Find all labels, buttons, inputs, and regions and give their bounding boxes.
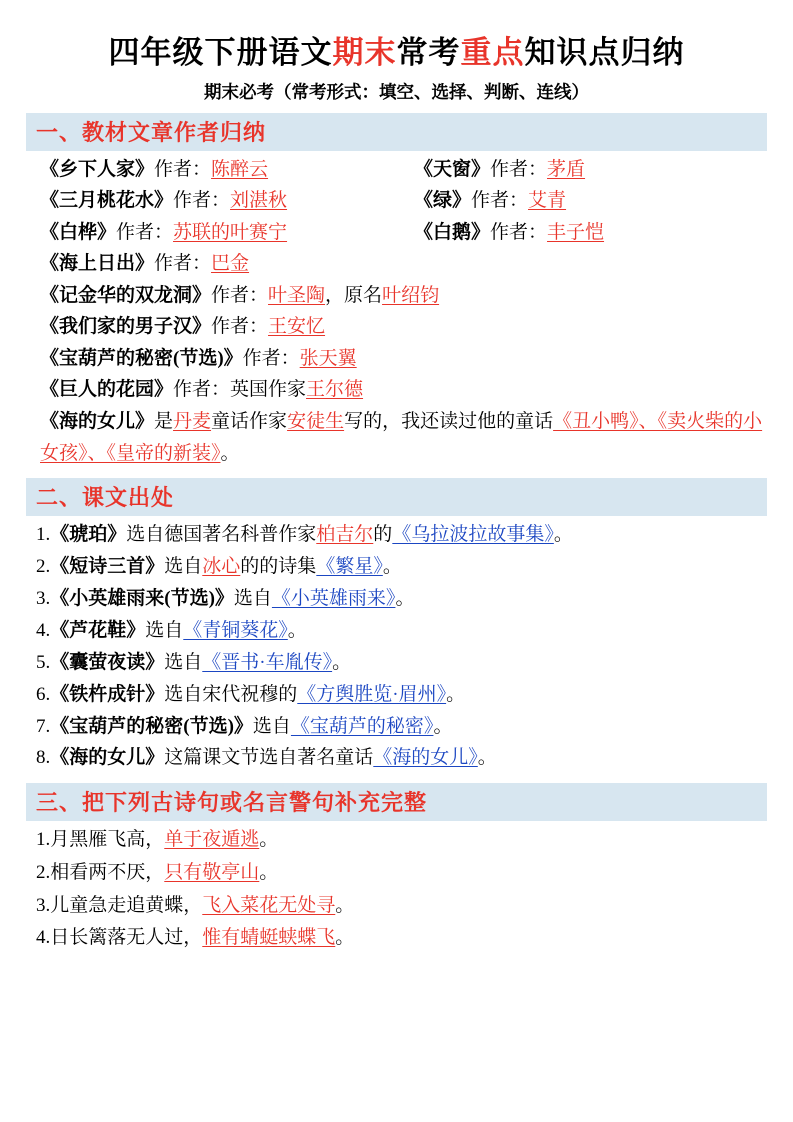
author-name: 苏联的叶赛宁	[173, 221, 288, 243]
item-text: 选自	[145, 619, 184, 641]
author-name: 柏吉尔	[316, 524, 374, 546]
title-part-5: 知识点归纳	[524, 35, 685, 70]
item-number: 4.	[36, 927, 51, 949]
poem-line: 儿童急走追黄蝶，	[50, 894, 203, 916]
item-number: 3.	[36, 894, 51, 916]
item-text: 这篇课文节选自著名童话	[164, 747, 374, 769]
work-title: 《宝葫芦的秘密(节选)》	[50, 715, 253, 737]
item-text: 。	[395, 587, 415, 609]
author-name: 丰子恺	[547, 221, 605, 243]
source-title: 《乌拉波拉故事集》	[392, 524, 554, 546]
author-label: 作者：	[490, 158, 548, 180]
list-item	[26, 583, 767, 615]
author-entry	[394, 217, 767, 249]
author-name: 安徒生	[287, 411, 345, 432]
author-row	[26, 217, 767, 249]
author-label: 作者：	[116, 221, 174, 243]
source-title: 《青铜葵花》	[183, 619, 288, 641]
item-number: 8.	[36, 747, 51, 769]
author-name: 刘湛秋	[230, 190, 288, 212]
work-title: 《白鹅》	[414, 221, 491, 243]
work-title: 《囊萤夜读》	[50, 651, 165, 673]
author-name: 巴金	[211, 253, 250, 275]
work-title: 《天窗》	[414, 158, 491, 180]
author-entry	[26, 154, 394, 186]
item-text: 选自宋代祝穆的	[164, 683, 298, 705]
author-label: 作者：	[211, 284, 269, 306]
list-item	[26, 519, 767, 551]
poem-line: 月黑雁飞高，	[50, 829, 165, 851]
author-label: 作者：	[490, 221, 548, 243]
author-row	[26, 185, 767, 217]
author-name: 张天翼	[299, 347, 357, 369]
title-part-2-highlight: 期末	[332, 35, 397, 70]
work-title: 《海上日出》	[40, 253, 155, 275]
work-title: 《乡下人家》	[40, 158, 155, 180]
poem-answer: 单于夜遁逃	[164, 829, 260, 851]
item-text: 。	[287, 619, 307, 641]
author-entry	[26, 374, 767, 406]
poem-answer: 飞入菜花无处寻	[202, 894, 336, 916]
author-entry	[26, 343, 767, 375]
poem-punct: 。	[335, 927, 355, 949]
section-heading-1: 一、教材文章作者归纳	[26, 113, 767, 151]
author-name: 陈醉云	[211, 158, 269, 180]
item-text: 的	[373, 524, 393, 546]
page-subtitle: 期末必考（常考形式：填空、选择、判断、连线）	[204, 81, 589, 102]
section-heading-2: 二、课文出处	[26, 478, 767, 516]
work-title: 《琥珀》	[50, 524, 127, 546]
paragraph-text: 写的，我还读过他的童话	[344, 411, 554, 432]
author-paragraph	[26, 406, 767, 469]
author-label: 作者：	[211, 316, 269, 338]
work-title: 《三月桃花水》	[40, 190, 174, 212]
author-name: 艾青	[528, 190, 567, 212]
author-entry	[26, 185, 394, 217]
item-text: 。	[382, 555, 402, 577]
item-number: 1.	[36, 829, 51, 851]
item-text: 选自	[252, 715, 291, 737]
work-title: 《宝葫芦的秘密(节选)》	[40, 347, 243, 369]
list-item	[26, 742, 767, 774]
source-title: 《宝葫芦的秘密》	[290, 715, 434, 737]
author-label: 作者：	[154, 158, 212, 180]
item-text: 。	[477, 747, 497, 769]
author-name: 茅盾	[547, 158, 586, 180]
item-number: 1.	[36, 524, 51, 546]
item-number: 6.	[36, 683, 51, 705]
work-title: 《白桦》	[40, 221, 117, 243]
poem-line: 日长篱落无人过，	[50, 927, 203, 949]
title-part-1: 四年级下册语文	[108, 35, 333, 70]
work-title: 《记金华的双龙洞》	[40, 284, 212, 306]
work-title: 《短诗三首》	[50, 555, 165, 577]
poem-punct: 。	[335, 894, 355, 916]
work-title: 《绿》	[414, 190, 472, 212]
section-heading-3: 三、把下列古诗句或名言警句补充完整	[26, 783, 767, 821]
item-text: 。	[433, 715, 453, 737]
author-entry	[26, 217, 394, 249]
list-item	[26, 824, 767, 857]
list-item	[26, 551, 767, 583]
author-entry	[26, 248, 767, 280]
paragraph-text: 童话作家	[211, 411, 288, 432]
list-item	[26, 711, 767, 743]
author-entry	[394, 185, 767, 217]
title-part-4-highlight: 重点	[460, 35, 525, 70]
author-entry	[26, 311, 767, 343]
item-text: 选自	[164, 651, 203, 673]
item-number: 5.	[36, 651, 51, 673]
work-title: 《芦花鞋》	[50, 619, 146, 641]
work-title: 《我们家的男子汉》	[40, 316, 212, 338]
source-title: 《小英雄雨来》	[271, 587, 396, 609]
poem-answer: 只有敬亭山	[164, 861, 260, 883]
poem-punct: 。	[259, 829, 279, 851]
paragraph-text: 。	[220, 442, 240, 464]
item-number: 4.	[36, 619, 51, 641]
item-text: 选自	[233, 587, 272, 609]
source-title: 《海的女儿》	[373, 747, 478, 769]
author-name: 冰心	[202, 555, 241, 577]
author-note: ，原名	[325, 284, 383, 306]
paragraph-text: 是	[154, 411, 174, 432]
author-alt-name: 叶绍钧	[382, 284, 440, 306]
item-text: 。	[332, 651, 352, 673]
author-label: 作者：	[154, 253, 212, 275]
poem-answer: 惟有蜻蜓蛱蝶飞	[202, 927, 336, 949]
item-text: 。	[446, 683, 466, 705]
work-title: 《铁杵成针》	[50, 683, 165, 705]
list-item	[26, 857, 767, 890]
related-works: 《丑小鸭》、《卖火柴的小女孩》、《皇帝的新装》	[40, 411, 763, 464]
list-item	[26, 647, 767, 679]
source-title: 《晋书·车胤传》	[202, 651, 333, 673]
item-text: 选自德国著名科普作家	[126, 524, 317, 546]
work-title: 《海的女儿》	[40, 411, 155, 432]
item-number: 7.	[36, 715, 51, 737]
item-number: 3.	[36, 587, 51, 609]
poem-punct: 。	[259, 861, 279, 883]
author-label: 作者：	[173, 190, 231, 212]
author-name: 王尔德	[306, 379, 364, 401]
item-text: 的的诗集	[240, 555, 317, 577]
list-item	[26, 615, 767, 647]
author-label: 作者：	[471, 190, 529, 212]
author-label: 作者：英国作家	[173, 379, 307, 401]
item-number: 2.	[36, 555, 51, 577]
work-title: 《巨人的花园》	[40, 379, 174, 401]
author-entry	[26, 280, 767, 312]
poem-line: 相看两不厌，	[50, 861, 165, 883]
list-item	[26, 890, 767, 923]
work-title: 《海的女儿》	[50, 747, 165, 769]
author-name: 王安忆	[268, 316, 326, 338]
country-name: 丹麦	[173, 411, 212, 432]
author-entry	[394, 154, 767, 186]
title-part-3: 常考	[396, 35, 461, 70]
author-row	[26, 154, 767, 186]
page-title	[26, 34, 767, 73]
list-item	[26, 922, 767, 955]
item-text: 选自	[164, 555, 203, 577]
source-title: 《方舆胜览·眉州》	[297, 683, 447, 705]
item-text: 。	[553, 524, 573, 546]
work-title: 《小英雄雨来(节选)》	[50, 587, 234, 609]
author-name: 叶圣陶	[268, 284, 326, 306]
source-title: 《繁星》	[316, 555, 383, 577]
list-item	[26, 679, 767, 711]
author-label: 作者：	[242, 347, 300, 369]
item-number: 2.	[36, 861, 51, 883]
